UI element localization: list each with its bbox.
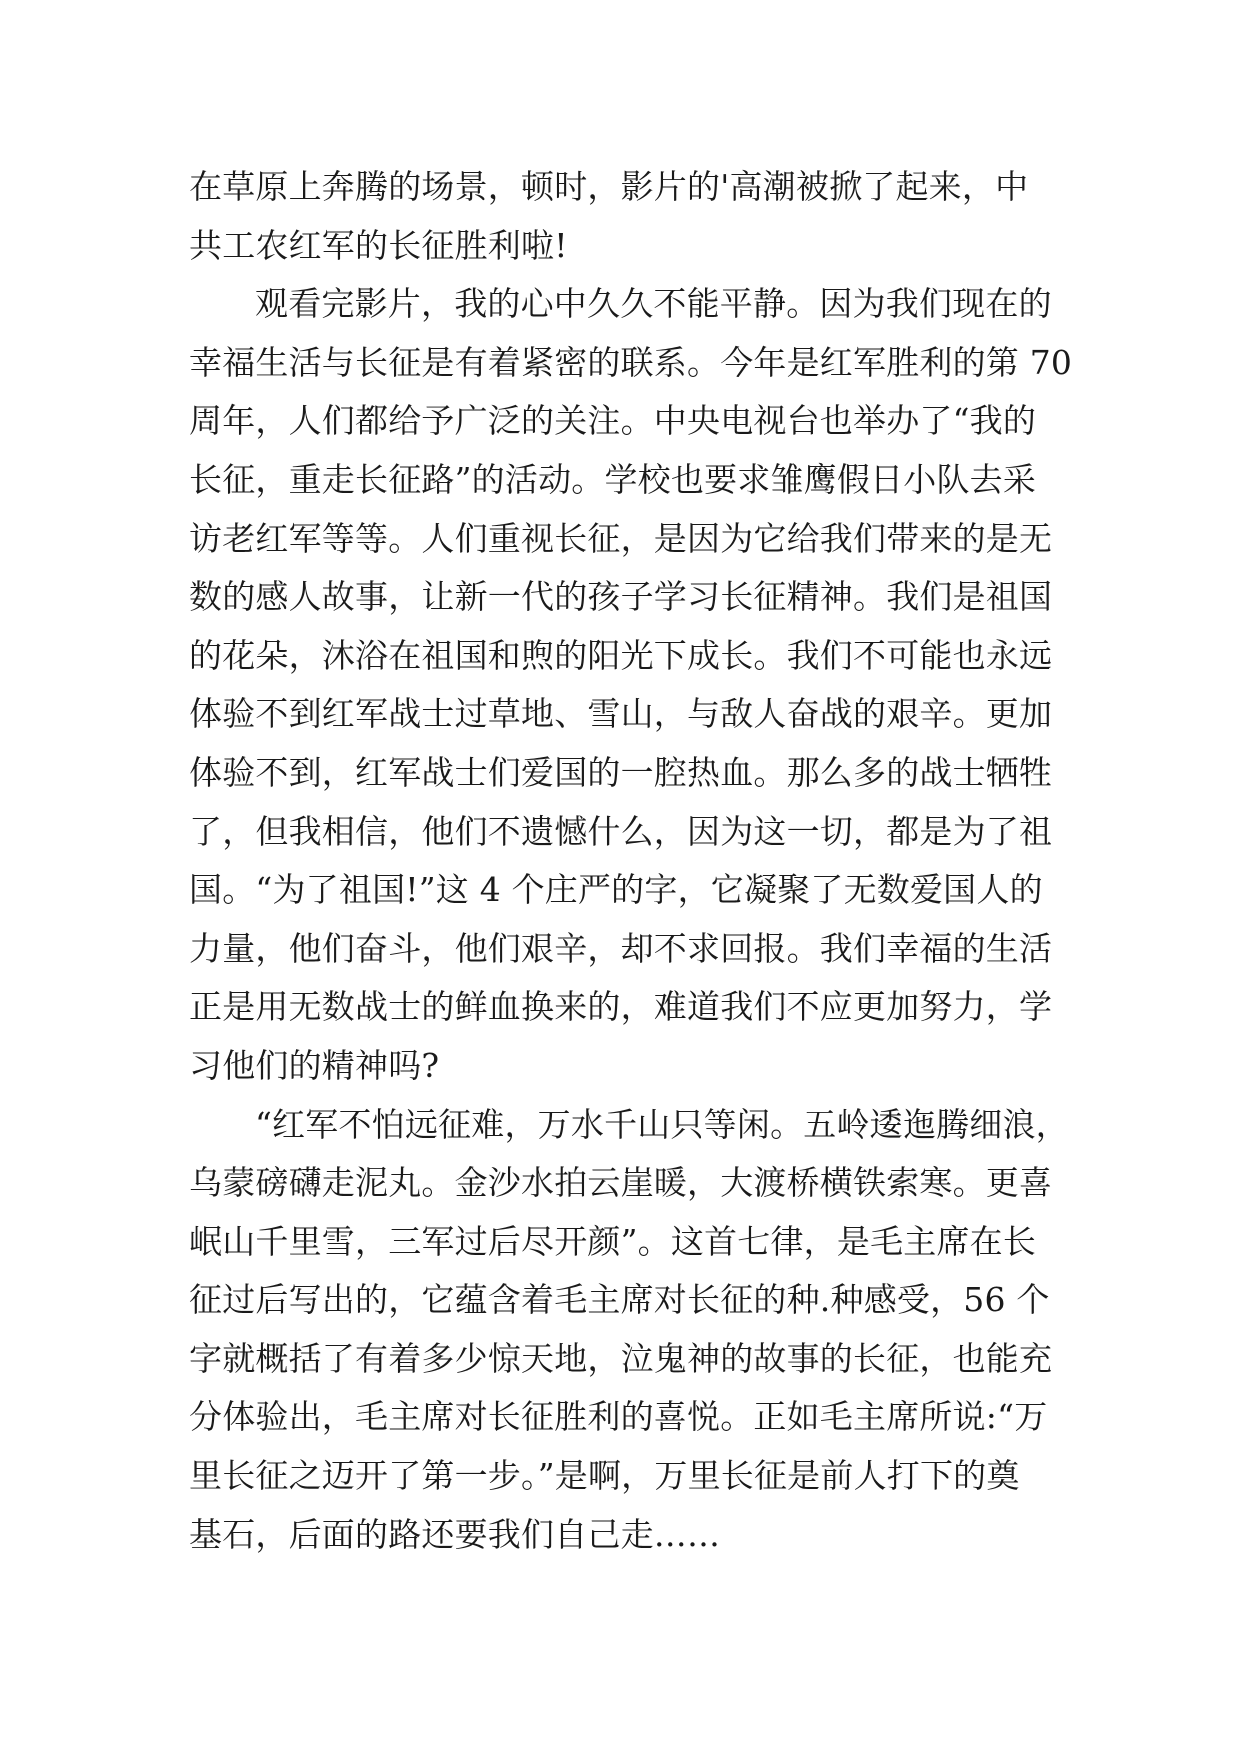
- text-line: 数的感人故事，让新一代的孩子学习长征精神。我们是祖国: [189, 577, 1053, 617]
- text-line: 体验不到红军战士过草地、雪山，与敌人奋战的艰辛。更加: [189, 694, 1053, 734]
- body-text: [189, 158, 1073, 1564]
- text-line: 国。“为了祖国!”这 4 个庄严的字，它凝聚了无数爱国人的: [189, 870, 1043, 910]
- text-line: 长征，重走长征路”的活动。学校也要求雏鹰假日小队去采: [189, 459, 1037, 499]
- text-line: 字就概括了有着多少惊天地，泣鬼神的故事的长征，也能充: [189, 1338, 1053, 1378]
- text-line: 乌蒙磅礴走泥丸。金沙水拍云崖暖，大渡桥横铁索寒。更喜: [189, 1163, 1053, 1203]
- text-line: 的花朵，沐浴在祖国和煦的阳光下成长。我们不可能也永远: [189, 635, 1053, 675]
- text-line: 了，但我相信，他们不遗憾什么，因为这一切，都是为了祖: [189, 811, 1053, 851]
- paragraph-first-line: 观看完影片，我的心中久久不能平静。因为我们现在的: [255, 284, 1052, 324]
- text-line: 在草原上奔腾的场景，顿时，影片的'高潮被掀了起来，中: [189, 167, 1029, 206]
- text-line: 正是用无数战士的鲜血换来的，难道我们不应更加努力，学: [189, 987, 1053, 1027]
- text-line: 分体验出，毛主席对长征胜利的喜悦。正如毛主席所说:“万: [189, 1397, 1048, 1437]
- text-line: 基石，后面的路还要我们自己走……: [189, 1514, 721, 1554]
- text-line: 征过后写出的，它蕴含着毛主席对长征的种.种感受，56 个: [189, 1280, 1050, 1320]
- text-line: 周年，人们都给予广泛的关注。中央电视台也举办了“我的: [189, 401, 1037, 441]
- text-line: 访老红军等等。人们重视长征，是因为它给我们带来的是无: [189, 518, 1053, 558]
- text-line: 共工农红军的长征胜利啦!: [189, 225, 568, 265]
- paragraph-first-line: “红军不怕远征难，万水千山只等闲。五岭逶迤腾细浪，: [255, 1104, 1069, 1144]
- text-line: 岷山千里雪，三军过后尽开颜”。这首七律，是毛主席在长: [189, 1221, 1037, 1261]
- text-line: 习他们的精神吗?: [189, 1045, 440, 1085]
- text-line: 幸福生活与长征是有着紧密的联系。今年是红军胜利的第 70: [189, 342, 1073, 382]
- text-line: 力量，他们奋斗，他们艰辛，却不求回报。我们幸福的生活: [189, 928, 1053, 968]
- text-line: 体验不到，红军战士们爱国的一腔热血。那么多的战士牺牲: [189, 752, 1053, 792]
- text-line: 里长征之迈开了第一步。”是啊，万里长征是前人打下的奠: [189, 1456, 1020, 1496]
